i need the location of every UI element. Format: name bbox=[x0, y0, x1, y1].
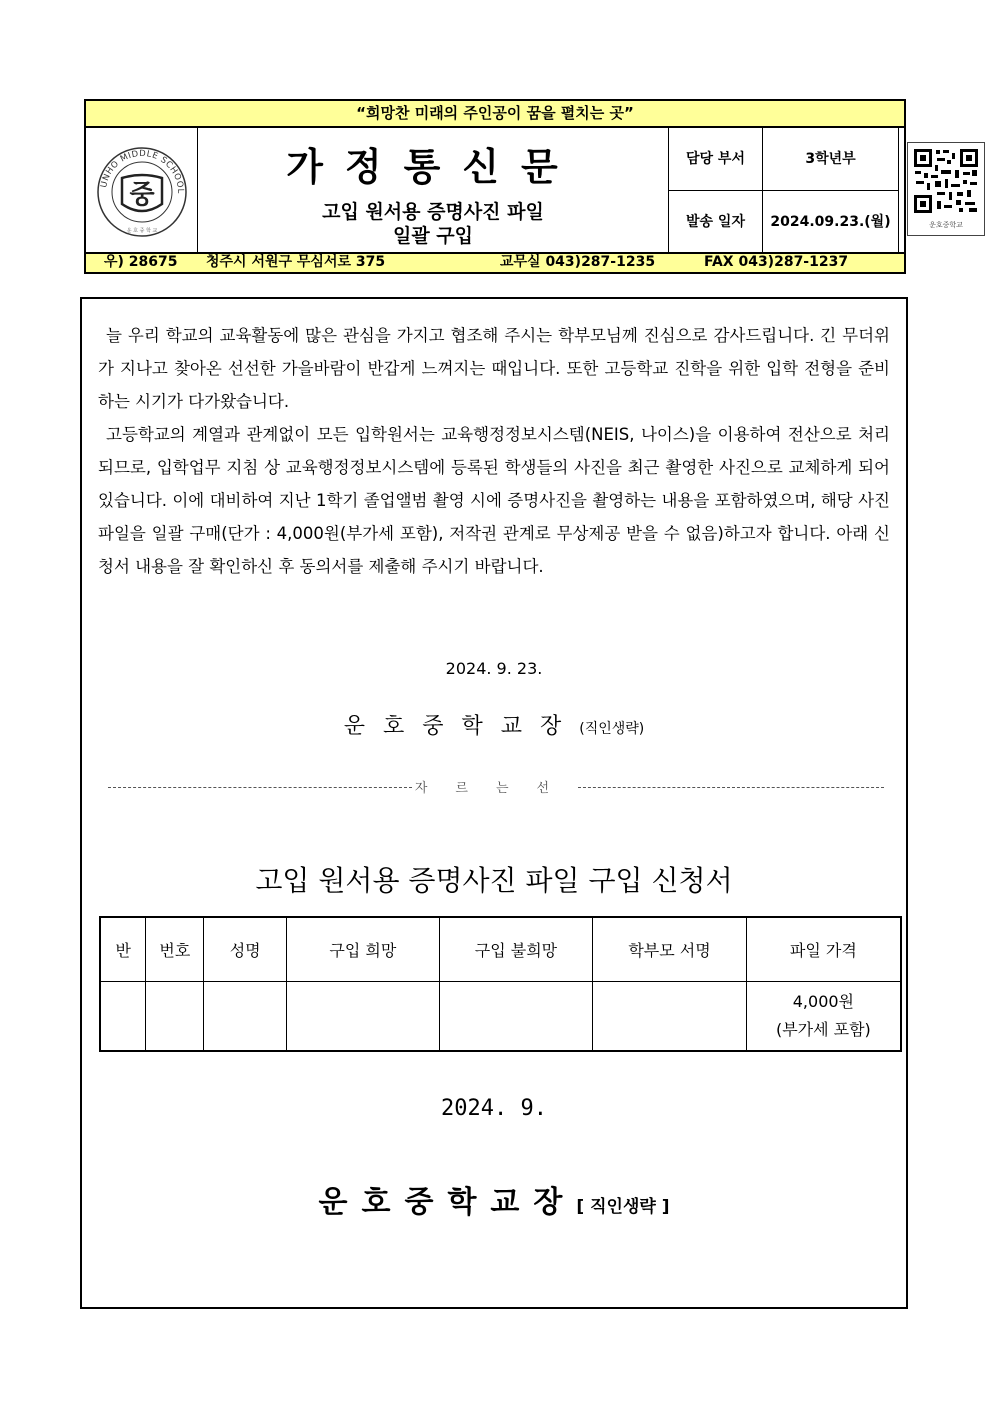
column-header: 번호 bbox=[146, 917, 204, 982]
emblem-ring-text: UNHO MIDDLE SCHOOL bbox=[99, 148, 186, 195]
table-row bbox=[100, 982, 901, 1052]
street-address: 청주시 서원구 무심서로 375 bbox=[206, 254, 386, 270]
qr-cell bbox=[899, 128, 992, 255]
qr-code-icon bbox=[913, 148, 979, 214]
letter-header bbox=[84, 99, 963, 274]
column-header: 파일 가격 bbox=[746, 917, 901, 982]
dept-label: 담당 부서 bbox=[669, 128, 763, 191]
name-field[interactable] bbox=[204, 982, 287, 1052]
principal-signature bbox=[82, 709, 906, 740]
cut-line-label: 자르는선 bbox=[414, 781, 578, 796]
zip-code: 우) 28675 bbox=[104, 254, 178, 270]
fax-number: FAX 043)287-1237 bbox=[704, 254, 849, 270]
form-date: 2024. 9. bbox=[441, 1096, 547, 1121]
parent-signature-field[interactable] bbox=[593, 982, 747, 1052]
letter-body-box bbox=[80, 297, 908, 1309]
table-header-row bbox=[100, 917, 901, 982]
form-seal-note: [ 직인생략 ] bbox=[576, 1197, 670, 1217]
qr-code bbox=[907, 142, 985, 236]
school-logo-cell bbox=[86, 128, 198, 255]
office-phone: 교무실 043)287-1235 bbox=[500, 254, 656, 270]
cut-line-right-dash bbox=[578, 787, 884, 788]
subtitle-line-1: 고입 원서용 증명사진 파일 bbox=[322, 201, 544, 223]
school-motto: “희망찬 미래의 주인공이 꿈을 펼치는 곳” bbox=[86, 101, 904, 128]
date-label: 발송 일자 bbox=[669, 191, 763, 255]
body-paragraph-1: 늘 우리 학교의 교육활동에 많은 관심을 가지고 협조해 주시는 학부모님께 진심으로 감사드립니다. 긴 무더위가 지나고 찾아온 선선한 가을바람이 반갑게 느껴지는 때입니다. 또한 고등학교 진학을 위한 입학 전형을 준비하는 시기가 다가왔습니다. bbox=[98, 326, 890, 411]
form-title: 고입 원서용 증명사진 파일 구입 신청서 bbox=[255, 864, 733, 897]
column-header: 구입 희망 bbox=[287, 917, 440, 982]
price-vat-note: (부가세 포함) bbox=[775, 1020, 871, 1039]
title-cell bbox=[198, 128, 669, 255]
column-header: 반 bbox=[100, 917, 146, 982]
seal-note: (직인생략) bbox=[579, 721, 645, 737]
newsletter-subtitle bbox=[198, 200, 668, 248]
application-table bbox=[99, 916, 902, 1052]
header-main-row bbox=[86, 128, 963, 255]
file-price-cell bbox=[746, 982, 901, 1052]
form-signature bbox=[82, 1177, 906, 1221]
column-header: 학부모 서명 bbox=[593, 917, 747, 982]
column-header: 성명 bbox=[204, 917, 287, 982]
price-amount: 4,000원 bbox=[792, 992, 855, 1011]
school-emblem-icon bbox=[96, 146, 188, 238]
address-bar bbox=[86, 252, 904, 272]
purchase-yes-field[interactable] bbox=[287, 982, 440, 1052]
emblem-char: 중 bbox=[129, 180, 155, 210]
newsletter-title: 가정통신문 bbox=[286, 144, 580, 189]
date-value: 2024.09.23.(월) bbox=[763, 191, 899, 255]
qr-caption: 운호중학교 bbox=[929, 221, 963, 229]
subtitle-line-2: 일괄 구입 bbox=[392, 225, 474, 247]
principal-name: 운호중학교장 bbox=[343, 714, 580, 739]
number-field[interactable] bbox=[146, 982, 204, 1052]
class-field[interactable] bbox=[100, 982, 146, 1052]
purchase-no-field[interactable] bbox=[439, 982, 593, 1052]
letter-date: 2024. 9. 23. bbox=[445, 659, 543, 678]
emblem-bottom-text: 운 호 중 학 교 bbox=[126, 228, 158, 234]
column-header: 구입 불희망 bbox=[439, 917, 593, 982]
dept-value: 3학년부 bbox=[763, 128, 899, 191]
body-paragraph-2: 고등학교의 계열과 관계없이 모든 입학원서는 교육행정정보시스템(NEIS, 나이스)을 이용하여 전산으로 처리되므로, 입학업무 지침 상 교육행정정보시스템에 등록된 학생들의 사진을 최근 촬영한 사진으로 교체하게 되어 있습니다. 이에 대비하여 지난 1학기 졸업앨범 촬영 시에 증명사진을 촬영하는 내용을 포함하였으며, 해당 사진 파일을 일괄 구매(단가 : 4,000원(부가세 포함), 저작권 관계로 무상제공 받을 수 없음)하고자 합니다. 아래 신청서 내용을 잘 확인하신 후 동의서를 제출해 주시기 바랍니다. bbox=[98, 425, 890, 576]
form-principal-name: 운호중학교장 bbox=[318, 1185, 577, 1220]
cut-line bbox=[108, 777, 884, 797]
